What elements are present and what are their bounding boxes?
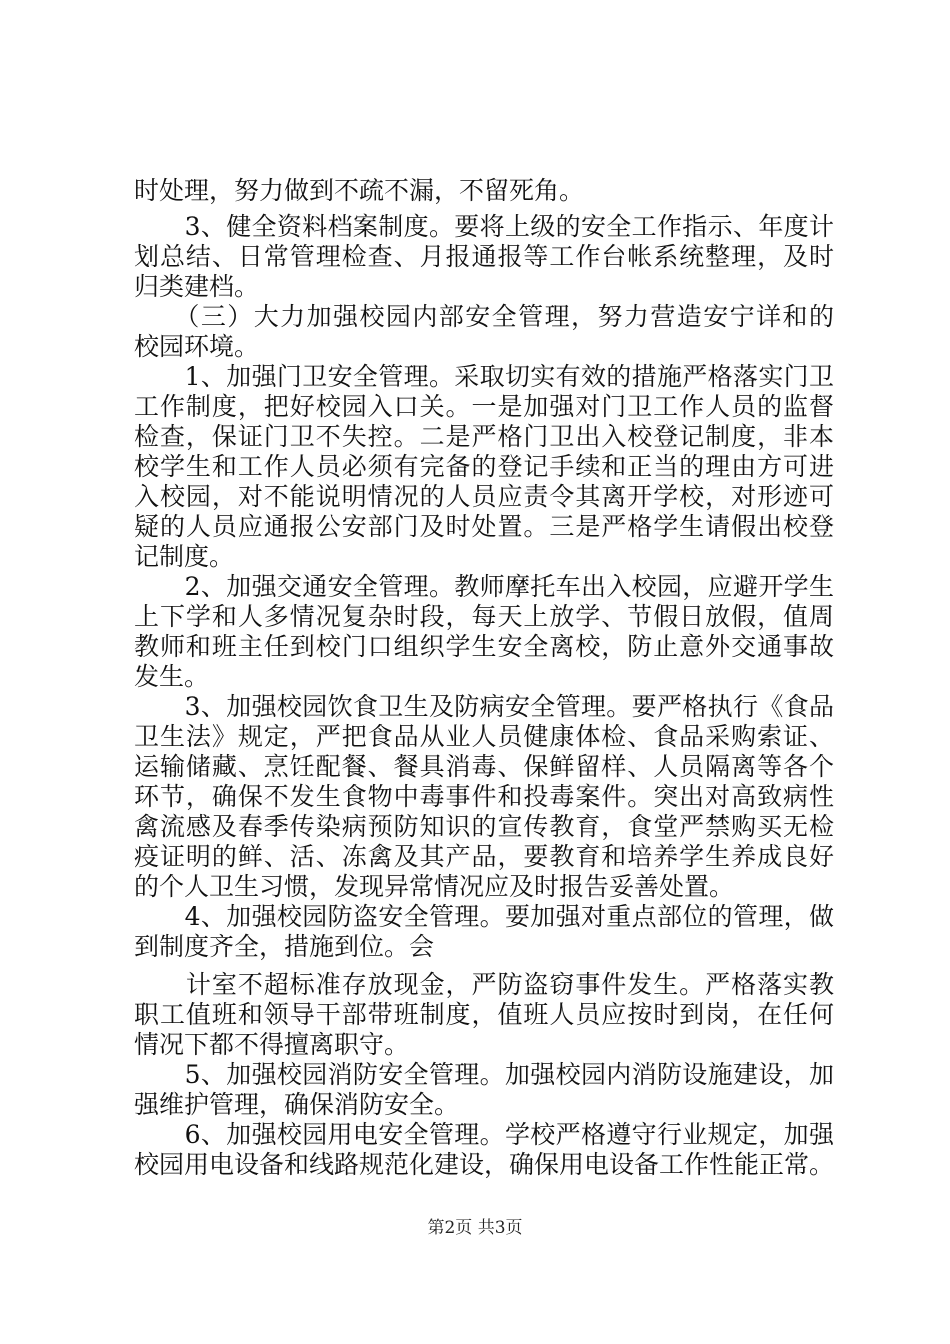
- text-line: 上下学和人多情况复杂时段，每天上放学、节假日放假，值周: [134, 602, 834, 631]
- text-line: 时处理，努力做到不疏不漏，不留死角。: [134, 176, 585, 205]
- text-line: 检查，保证门卫不失控。二是严格门卫出入校登记制度，非本: [134, 422, 834, 451]
- text-line: 1、加强门卫安全管理。采取切实有效的措施严格落实门卫: [134, 362, 834, 391]
- text-line: 情况下都不得擅离职守。: [134, 1030, 410, 1059]
- text-line: 发生。: [134, 662, 210, 691]
- text-line: 3、健全资料档案制度。要将上级的安全工作指示、年度计: [134, 212, 834, 241]
- text-line: 6、加强校园用电安全管理。学校严格遵守行业规定，加强: [134, 1120, 834, 1149]
- page-number-footer: 第2页 共3页: [427, 1218, 523, 1238]
- text-line: 4、加强校园防盗安全管理。要加强对重点部位的管理，做: [134, 902, 834, 931]
- text-line: 卫生法》规定，严把食品从业人员健康体检、食品采购索证、: [134, 722, 834, 751]
- text-line: 禽流感及春季传染病预防知识的宣传教育，食堂严禁购买无检: [134, 812, 834, 841]
- section-heading: （三）大力加强校园内部安全管理，努力营造安宁详和的: [134, 302, 834, 331]
- text-line: 强维护管理，确保消防安全。: [134, 1090, 460, 1119]
- text-line: 3、加强校园饮食卫生及防病安全管理。要严格执行《食品: [134, 692, 834, 721]
- text-line: 的个人卫生习惯，发现异常情况应及时报告妥善处置。: [134, 872, 735, 901]
- text-line: 校学生和工作人员必须有完备的登记手续和正当的理由方可进: [134, 452, 834, 481]
- text-line: 职工值班和领导干部带班制度，值班人员应按时到岗，在任何: [134, 1000, 834, 1029]
- text-line: 记制度。: [134, 542, 235, 571]
- text-line: 工作制度，把好校园入口关。一是加强对门卫工作人员的监督: [134, 392, 834, 421]
- section-heading: 校园环境。: [134, 332, 260, 361]
- text-line: 划总结、日常管理检查、月报通报等工作台帐系统整理，及时: [134, 242, 834, 271]
- text-line: 计室不超标准存放现金，严防盗窃事件发生。严格落实教: [134, 970, 834, 999]
- text-line: 5、加强校园消防安全管理。加强校园内消防设施建设，加: [134, 1060, 834, 1089]
- text-line: 归类建档。: [134, 272, 260, 301]
- text-line: 入校园，对不能说明情况的人员应责令其离开学校，对形迹可: [134, 482, 834, 511]
- text-line: 校园用电设备和线路规范化建设，确保用电设备工作性能正常。: [134, 1150, 835, 1179]
- text-line: 2、加强交通安全管理。教师摩托车出入校园，应避开学生: [134, 572, 834, 601]
- text-line: 疫证明的鲜、活、冻禽及其产品，要教育和培养学生养成良好: [134, 842, 834, 871]
- text-line: 环节，确保不发生食物中毒事件和投毒案件。突出对高致病性: [134, 782, 834, 811]
- text-line: 到制度齐全，措施到位。会: [134, 932, 435, 961]
- text-line: 教师和班主任到校门口组织学生安全离校，防止意外交通事故: [134, 632, 834, 661]
- text-line: 运输储藏、烹饪配餐、餐具消毒、保鲜留样、人员隔离等各个: [134, 752, 834, 781]
- text-line: 疑的人员应通报公安部门及时处置。三是严格学生请假出校登: [134, 512, 834, 541]
